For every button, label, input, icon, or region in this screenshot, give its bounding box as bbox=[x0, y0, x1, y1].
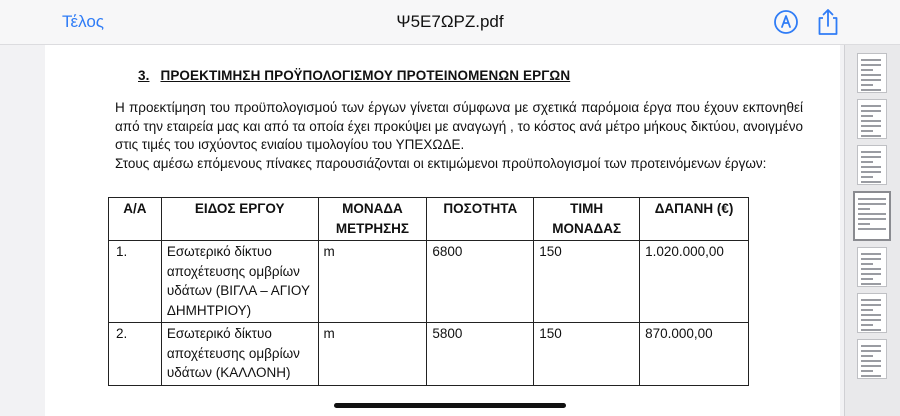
thumbnail-text-line bbox=[861, 258, 881, 260]
share-button[interactable] bbox=[815, 7, 841, 37]
table-header-row bbox=[109, 198, 749, 241]
toolbar bbox=[0, 0, 900, 45]
cell-work-type: Εσωτερικό δίκτυο αποχέτευσης ομβρίων υδάτων (ΚΑΛΛΟΝΗ) bbox=[161, 323, 318, 386]
thumbnail-text-line bbox=[861, 64, 881, 66]
page-thumbnail[interactable] bbox=[857, 339, 887, 379]
page-thumbnail[interactable] bbox=[857, 53, 887, 93]
thumbnail-text-line bbox=[861, 355, 873, 357]
paragraph-tables-intro: Στους αμέσω επόμενους πίνακες παρουσιάζονται οι εκτιμώμενοι προϋπολογισμοί των προτεινόμενων έργων: bbox=[115, 155, 767, 171]
thumbnail-text-line bbox=[861, 309, 873, 311]
budget-table bbox=[108, 197, 749, 386]
thumbnail-text-line bbox=[861, 166, 881, 168]
thumbnail-text-line bbox=[861, 156, 881, 158]
table-row bbox=[109, 241, 749, 323]
cell-unit-price: 150 bbox=[534, 241, 640, 323]
header-aa: Α/Α bbox=[109, 198, 162, 241]
thumbnail-text-line bbox=[861, 120, 881, 122]
thumbnail-text-line bbox=[861, 79, 881, 81]
page-thumbnail[interactable] bbox=[857, 145, 887, 185]
thumbnail-text-line bbox=[861, 151, 881, 153]
thumbnail-text-line bbox=[861, 283, 881, 285]
thumbnail-text-line bbox=[861, 263, 873, 265]
cell-cost: 1.020.000,00 bbox=[640, 241, 749, 323]
header-cost: ΔΑΠΑΝΗ (€) bbox=[640, 198, 749, 241]
thumbnail-text-line bbox=[861, 69, 873, 71]
cell-aa: 1. bbox=[109, 241, 162, 323]
thumbnail-text-line bbox=[858, 218, 886, 220]
thumbnail-text-line bbox=[861, 350, 881, 352]
cell-aa: 2. bbox=[109, 323, 162, 386]
thumbnail-text-line bbox=[861, 84, 873, 86]
cell-cost: 870.000,00 bbox=[640, 323, 749, 386]
header-quantity: ΠΟΣΟΤΗΤΑ bbox=[427, 198, 534, 241]
thumbnail-text-line bbox=[861, 110, 881, 112]
thumbnail-text-line bbox=[861, 329, 881, 331]
thumbnail-text-line bbox=[861, 130, 873, 132]
cell-work-type: Εσωτερικό δίκτυο αποχέτευσης ομβρίων υδάτων (ΒΙΓΛΑ – ΑΓΙΟΥ ΔΗΜΗΤΡΙΟΥ) bbox=[161, 241, 318, 323]
thumbnail-text-line bbox=[861, 345, 881, 347]
thumbnail-text-line bbox=[861, 105, 881, 107]
thumbnail-text-line bbox=[861, 161, 873, 163]
markup-button[interactable] bbox=[773, 9, 799, 35]
thumbnail-text-line bbox=[858, 228, 886, 230]
thumbnail-text-line bbox=[861, 176, 873, 178]
header-work-type: ΕΙΔΟΣ ΕΡΓΟΥ bbox=[161, 198, 318, 241]
thumbnail-text-line bbox=[861, 181, 881, 183]
table-row bbox=[109, 323, 749, 386]
thumbnail-text-line bbox=[861, 125, 881, 127]
thumbnail-text-line bbox=[861, 171, 881, 173]
thumbnail-text-line bbox=[858, 203, 886, 205]
share-icon bbox=[815, 7, 841, 37]
section-number: 3. bbox=[138, 68, 150, 83]
thumbnail-text-line bbox=[861, 370, 873, 372]
header-unit-price: ΤΙΜΗ ΜΟΝΑΔΑΣ bbox=[534, 198, 640, 241]
thumbnail-text-line bbox=[861, 74, 881, 76]
thumbnail-text-line bbox=[858, 198, 886, 200]
thumbnail-text-line bbox=[861, 324, 873, 326]
thumbnail-text-line bbox=[861, 253, 881, 255]
thumbnail-sidebar[interactable] bbox=[844, 45, 900, 416]
thumbnail-text-line bbox=[861, 135, 881, 137]
thumbnail-text-line bbox=[858, 213, 886, 215]
page-thumbnail[interactable] bbox=[853, 191, 891, 241]
cell-unit: m bbox=[318, 241, 427, 323]
thumbnail-text-line bbox=[861, 278, 873, 280]
pen-circle-icon bbox=[773, 9, 799, 35]
thumbnail-text-line bbox=[861, 89, 881, 91]
paragraph-intro: Η προεκτίμηση του προϋπολογισμού των έργων γίνεται σύμφωνα με σχετικά παρόμοια έργα που έχουν εκπονηθεί από την εταιρεία μας και από τα οποία έχει προκύψει με αναγωγή , το κόστος ανά μέτρο μήκους δικτύου, ανοιγμένο στις τιμές του ισχύοντος ενιαίου τιμολογίου του ΥΠΕΧΩΔΕ. bbox=[115, 100, 803, 152]
thumbnail-text-line bbox=[861, 375, 881, 377]
document-title: Ψ5Ε7ΩΡΖ.pdf bbox=[396, 12, 504, 31]
thumbnail-text-line bbox=[861, 59, 881, 61]
thumbnail-text-line bbox=[861, 273, 881, 275]
header-unit: ΜΟΝΑΔΑ ΜΕΤΡΗΣΗΣ bbox=[318, 198, 427, 241]
thumbnail-text-line bbox=[858, 208, 870, 210]
thumbnail-text-line bbox=[861, 319, 881, 321]
cell-unit: m bbox=[318, 323, 427, 386]
cell-quantity: 6800 bbox=[427, 241, 534, 323]
page-thumbnail[interactable] bbox=[857, 293, 887, 333]
cell-unit-price: 150 bbox=[534, 323, 640, 386]
body-text bbox=[115, 99, 803, 173]
thumbnail-text-line bbox=[861, 314, 881, 316]
thumbnail-text-line bbox=[861, 299, 881, 301]
pdf-page bbox=[45, 45, 840, 416]
thumbnail-text-line bbox=[861, 115, 873, 117]
cell-quantity: 5800 bbox=[427, 323, 534, 386]
thumbnail-text-line bbox=[861, 304, 881, 306]
done-button[interactable]: Τέλος bbox=[62, 12, 104, 31]
page-thumbnail[interactable] bbox=[857, 99, 887, 139]
thumbnail-text-line bbox=[858, 223, 870, 225]
home-indicator[interactable] bbox=[334, 403, 566, 408]
thumbnail-text-line bbox=[861, 360, 881, 362]
thumbnail-text-line bbox=[861, 268, 881, 270]
thumbnail-text-line bbox=[861, 365, 881, 367]
section-title: ΠΡΟΕΚΤΙΜΗΣΗ ΠΡΟΫΠΟΛΟΓΙΣΜΟΥ ΠΡΟΤΕΙΝΟΜΕΝΩΝ ΕΡΓΩΝ bbox=[160, 68, 571, 83]
section-heading bbox=[138, 68, 570, 83]
page-thumbnail[interactable] bbox=[857, 247, 887, 287]
